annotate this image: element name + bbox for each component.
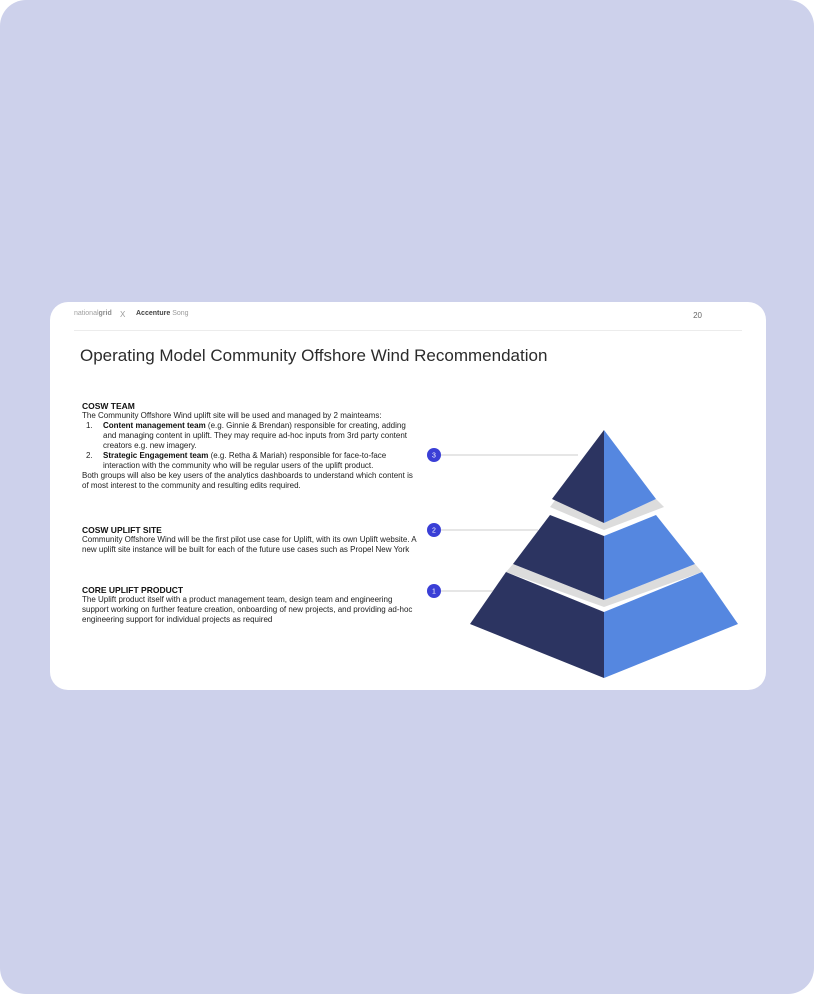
section-heading: CORE UPLIFT PRODUCT [82, 585, 184, 595]
badge-label: 2 [432, 527, 436, 535]
badge-label: 1 [432, 588, 436, 596]
team-description: (e.g. Ginnie & Brendan) responsible for creating, adding and managing content in uplift. They may require ad-hoc inputs from 3rd party content creators e.g. new imagery. [103, 421, 408, 450]
pyramid-diagram [50, 302, 766, 690]
slide-title: Operating Model Community Offshore Wind Recommendation [80, 346, 548, 365]
section-heading: COSW TEAM [82, 401, 135, 411]
tier-2-badge [427, 523, 441, 537]
tier-1-badge [427, 584, 441, 598]
section-body: Community Offshore Wind will be the first pilot use case for Uplift, with its own Uplift website. A new uplift site instance will be built for each of the future use cases such as Propel New York [82, 535, 417, 554]
tier-3-badge [427, 448, 441, 462]
team-description: (e.g. Retha & Mariah) responsible for face-to-face interaction with the community who will be regular users of the uplift product. [103, 451, 387, 470]
badge-label: 3 [432, 452, 436, 460]
section-body: The Uplift product itself with a product management team, design team and engineering support working on further feature creation, onboarding of new projects, and providing ad-hoc engineering support for individual projects as required [82, 595, 413, 624]
nationalgrid-logo: nationalgrid [74, 310, 112, 317]
accenture-song-logo: Accenture Song [136, 310, 189, 317]
page-number: 20 [693, 311, 702, 320]
list-number: 2. [86, 451, 93, 460]
slide [50, 302, 766, 690]
team-name: Strategic Engagement team [103, 451, 209, 460]
section-heading: COSW UPLIFT SITE [82, 525, 162, 535]
section-intro: The Community Offshore Wind uplift site will be used and managed by 2 mainteams: [82, 411, 382, 420]
logo-separator: X [120, 310, 126, 319]
team-name: Content management team [103, 421, 206, 430]
section-outro: Both groups will also be key users of the analytics dashboards to understand which content is of most interest to the community and resulting edits required. [82, 471, 413, 490]
list-number: 1. [86, 421, 93, 430]
